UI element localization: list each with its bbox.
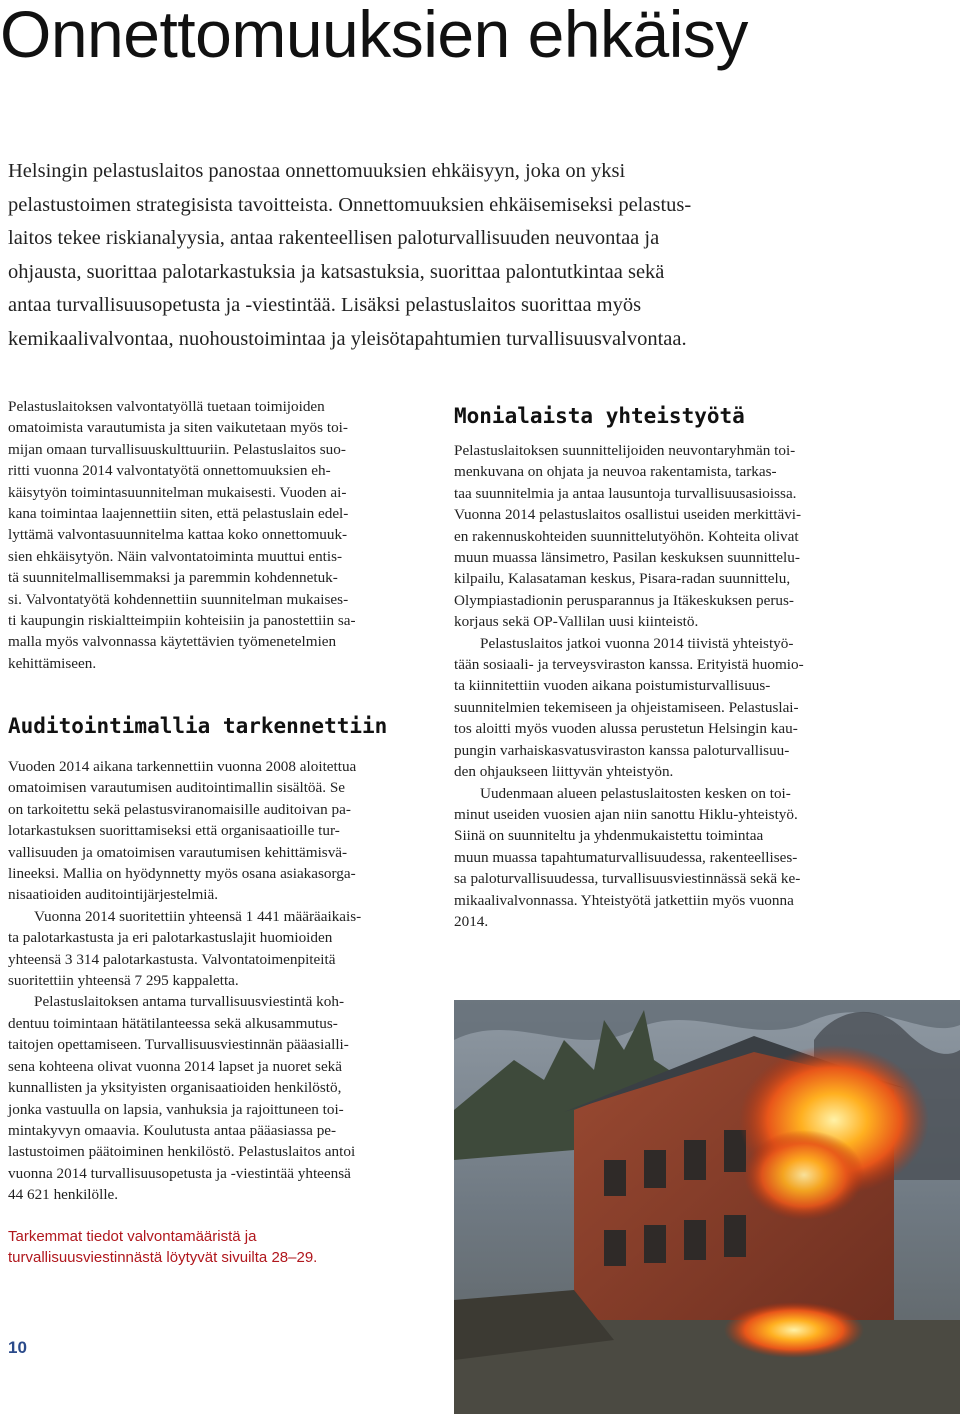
text-line: Vuonna 2014 pelastuslaitos osallistui useiden merkittävi-: [454, 506, 802, 524]
text-line: Uudenmaan alueen pelastuslaitosten kesken on toi-: [480, 784, 791, 802]
heading-monialaista: Monialaista yhteistyötä: [454, 404, 745, 428]
text-line: korjaus sekä OP-Vallilan uusi kiinteistö.: [454, 613, 699, 631]
text-line: ta kiinnitettiin vuoden aikana poistumisturvallisuus-: [454, 677, 771, 695]
text-line: taa suunnitelmia ja antaa lausuntoja turvallisuusasioissa.: [454, 484, 797, 502]
text-line: tään sosiaali- ja terveysviraston kanssa. Erityistä huomio-: [454, 656, 804, 674]
note-line: turvallisuusviestinnästä löytyvät sivuilta 28–29.: [8, 1249, 318, 1266]
valvonta-paragraph: [8, 396, 418, 674]
text-line: Pelastuslaitoksen suunnittelijoiden neuvontaryhmän toi-: [454, 442, 796, 459]
heading-auditointimallia: Auditointimallia tarkennettiin: [8, 714, 388, 738]
intro-line: pelastustoimen strategisista tavoitteista. Onnettomuuksien ehkäisemiseksi pelastus-: [8, 193, 692, 216]
page-title: Onnettomuuksien ehkäisy: [0, 0, 748, 71]
text-line: Pelastuslaitos jatkoi vuonna 2014 tiivistä yhteistyö-: [480, 634, 794, 652]
text-line: vallisuuden ja omatoimisen varautumisen kehittämisvä-: [8, 843, 348, 861]
text-line: 2014.: [454, 912, 489, 930]
text-line: suunnitelmien tekemiseen ja ohjeistamiseen. Pelastuslai-: [454, 698, 799, 716]
text-line: Olympiastadionin perusparannus ja Itäkeskuksen perus-: [454, 591, 794, 609]
text-line: vuonna 2014 turvallisuusopetusta ja -viestintää yhteensä: [8, 1164, 351, 1182]
text-line: sa paloturvallisuudessa, turvallisuusviestinnässä sekä ke-: [454, 870, 801, 888]
yhteistyo-section: [454, 440, 874, 932]
text-line: mikaalivalvonnassa. Yhteistyötä jatkettiin myös vuonna: [454, 891, 794, 909]
text-line: nisaatioiden auditointijärjestelmiä.: [8, 886, 219, 904]
text-line: en rakennuskohteiden suunnittelutyöhön. Kohteita olivat: [454, 527, 799, 545]
text-line: menkuvana on ohjata ja neuvoa rakentamista, tarkas-: [454, 463, 777, 481]
text-line: sena kohteena olivat vuonna 2014 lapset ja nuoret sekä: [8, 1057, 343, 1075]
intro-line: kemikaalivalvontaa, nuohoustoimintaa ja yleisötapahtumien turvallisuusvalvontaa.: [8, 327, 687, 350]
text-line: jonka vastuulla on lapsia, vanhuksia ja rajoittuneen toi-: [8, 1100, 344, 1118]
text-line: minut useiden vuosien ajan niin sanottu Hiklu-yhteistyö.: [454, 805, 798, 823]
text-line: taitojen opettamiseen. Turvallisuusviestinnän pääasialli-: [8, 1036, 349, 1054]
text-line: Pelastuslaitoksen valvontatyöllä tuetaan toimijoiden: [8, 398, 325, 415]
ground-fire: [724, 1302, 864, 1358]
text-line: yhteensä 3 314 palotarkastusta. Valvontatoimenpiteitä: [8, 950, 336, 968]
burning-building-illustration: [454, 1000, 960, 1414]
text-line: Vuoden 2014 aikana tarkennettiin vuonna 2008 aloitettua: [8, 758, 357, 775]
text-line: malla myös valvonnassa käytettävien työmenetelmien: [8, 633, 337, 651]
text-line: muun muassa tapahtumaturvallisuudessa, rakenteellises-: [454, 848, 798, 866]
text-line: mintakyvyn omaavia. Koulutusta antaa pääasiassa pe-: [8, 1121, 337, 1139]
text-line: ta palotarkastusta ja eri palotarkastuslajit huomioiden: [8, 929, 333, 947]
text-line: Pelastuslaitoksen antama turvallisuusviestintä koh-: [34, 993, 345, 1011]
text-line: lastustoimen päätoiminen henkilöstö. Pelastuslaitos antoi: [8, 1143, 356, 1161]
intro-line: Helsingin pelastuslaitos panostaa onnettomuuksien ehkäisyyn, joka on yksi: [8, 160, 626, 182]
text-line: suoritettiin yhteensä 7 295 kappaletta.: [8, 972, 239, 990]
intro-line: ohjausta, suorittaa palotarkastuksia ja katsastuksia, suorittaa palontutkintaa sekä: [8, 260, 665, 283]
text-line: kana toimintaa laajennettiin siten, että pelastuslain edel-: [8, 505, 349, 523]
fire-flames-lower: [744, 1130, 864, 1220]
auditointi-section: [8, 756, 418, 1206]
text-line: ti kaupungin riskialtteimpiin kohteisiin ja panostettiin sa-: [8, 612, 356, 630]
text-line: on tarkoitettu sekä pelastusviranomaisille auditoivan pa-: [8, 800, 351, 818]
text-line: dentuu toimintaan hätätilanteessa sekä alkusammutus-: [8, 1014, 338, 1032]
text-line: si. Valvontatyötä kohdennettiin suunnitelman mukaises-: [8, 590, 349, 608]
text-line: mijan omaan turvallisuuskulttuuriin. Pelastuslaitos suo-: [8, 440, 346, 458]
text-line: Siinä on suunniteltu ja yhdenmukaistettu toimintaa: [454, 827, 764, 845]
text-line: tos aloitti myös vuoden alussa perustetun Helsingin kau-: [454, 720, 798, 738]
text-line: käisytyön toimintasuunnitelman mukaisesti. Vuoden ai-: [8, 483, 347, 501]
page-number: 10: [8, 1338, 27, 1357]
text-line: kehittämiseen.: [8, 654, 97, 672]
intro-line: laitos tekee riskianalyysia, antaa rakenteellisen paloturvallisuuden neuvontaa ja: [8, 227, 660, 250]
text-line: ritti vuonna 2014 valvontatyötä onnettomuuksien eh-: [8, 462, 331, 480]
text-line: muun muassa länsimetro, Pasilan keskuksen suunnittelu-: [454, 549, 800, 567]
text-line: tä suunnitelmallisemmaksi ja paremmin kohdennetuk-: [8, 569, 338, 587]
text-line: omatoimista varautumista ja siten vaikutetaan myös toi-: [8, 419, 348, 437]
text-line: kilpailu, Kalasataman keskus, Pisara-radan suunnittelu,: [454, 570, 791, 588]
note-line: Tarkemmat tiedot valvontamääristä ja: [8, 1228, 257, 1245]
text-line: lineeksi. Mallia on hyödynnetty myös osana asiakasorga-: [8, 865, 356, 883]
burning-building-photo: [454, 1000, 960, 1414]
text-line: lyttämä valvontasuunnitelma kattaa koko onnettomuuk-: [8, 526, 348, 544]
text-line: sien ehkäisytyön. Näin valvontatoiminta muuttui entis-: [8, 547, 343, 565]
intro-line: antaa turvallisuusopetusta ja -viestintää. Lisäksi pelastuslaitos suorittaa myös: [8, 294, 642, 317]
text-line: kunnallisten ja yksityisten organisaatioiden henkilöstö,: [8, 1079, 342, 1097]
text-line: lotarkastuksen suorittamiseksi että organisaatioille tur-: [8, 822, 340, 840]
text-line: Vuonna 2014 suoritettiin yhteensä 1 441 määräaikais-: [34, 907, 362, 925]
reference-note: [8, 1226, 317, 1268]
text-line: pungin varhaiskasvatusviraston kanssa paloturvallisuu-: [454, 741, 790, 759]
text-line: 44 621 henkilölle.: [8, 1186, 119, 1204]
intro-paragraph: [8, 155, 938, 357]
text-line: den ohjaukseen liittyvän yhteistyön.: [454, 763, 674, 781]
text-line: omatoimisen varautumisen auditointimallin sisältöä. Se: [8, 779, 346, 797]
